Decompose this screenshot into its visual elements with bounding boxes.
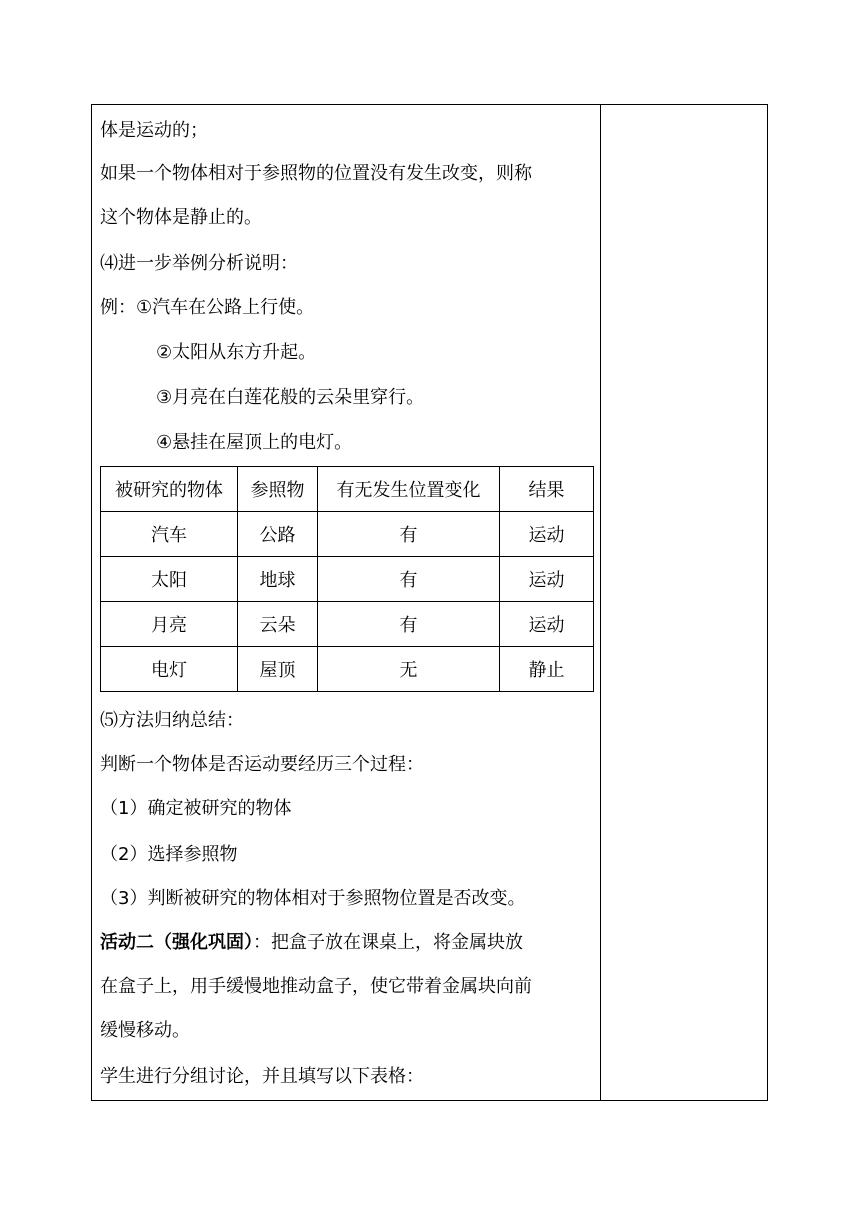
table-row [101,557,594,602]
activity-two-line [100,931,523,955]
table-cell: 静止 [500,647,594,692]
table-cell: 地球 [238,557,318,602]
text-line: 缓慢移动。 [100,1020,190,1041]
table-cell: 有 [318,557,500,602]
text-line: ④悬挂在屋顶上的电灯。 [156,432,353,453]
text-line: （1）确定被研究的物体 [100,798,292,819]
text-line: 这个物体是静止的。 [100,207,262,228]
table-cell: 无 [318,647,500,692]
table-row [101,647,594,692]
table-cell: 运动 [500,557,594,602]
table-cell: 汽车 [101,512,238,557]
text-line: 如果一个物体相对于参照物的位置没有发生改变，则称 [100,163,532,184]
table-cell: 屋顶 [238,647,318,692]
column-divider [600,105,601,1100]
text-line: （2）选择参照物 [100,844,238,865]
table-cell: 有 [318,602,500,647]
table-header-cell: 参照物 [238,467,318,512]
text-line: （3）判断被研究的物体相对于参照物位置是否改变。 [100,888,526,909]
text-line: 体是运动的； [100,120,208,141]
text-line: 判断一个物体是否运动要经历三个过程： [100,754,424,775]
text-line: 例：①汽车在公路上行使。 [100,297,315,318]
text-line: ⑷进一步举例分析说明： [100,253,298,274]
table-header-row [101,467,594,512]
table-cell: 运动 [500,512,594,557]
motion-analysis-table [100,466,594,692]
table-row [101,512,594,557]
table-cell: 月亮 [101,602,238,647]
table-cell: 太阳 [101,557,238,602]
lesson-table-frame [91,104,768,1101]
table-header-cell: 结果 [500,467,594,512]
table-header-cell: 被研究的物体 [101,467,238,512]
table-row [101,602,594,647]
table-cell: 公路 [238,512,318,557]
table-cell: 运动 [500,602,594,647]
text-line: ⑸方法归纳总结： [100,710,244,731]
text-line: ③月亮在白莲花般的云朵里穿行。 [156,387,425,408]
text-line: ②太阳从东方升起。 [156,342,317,363]
activity-two-label: 活动二（强化巩固） [100,932,253,953]
text-line: 在盒子上，用手缓慢地推动盒子，使它带着金属块向前 [100,976,532,997]
table-header-cell: 有无发生位置变化 [318,467,500,512]
text-line: 学生进行分组讨论，并且填写以下表格： [100,1066,424,1087]
activity-two-text: ：把盒子放在课桌上，将金属块放 [253,932,523,953]
table-cell: 电灯 [101,647,238,692]
table-cell: 云朵 [238,602,318,647]
table-cell: 有 [318,512,500,557]
